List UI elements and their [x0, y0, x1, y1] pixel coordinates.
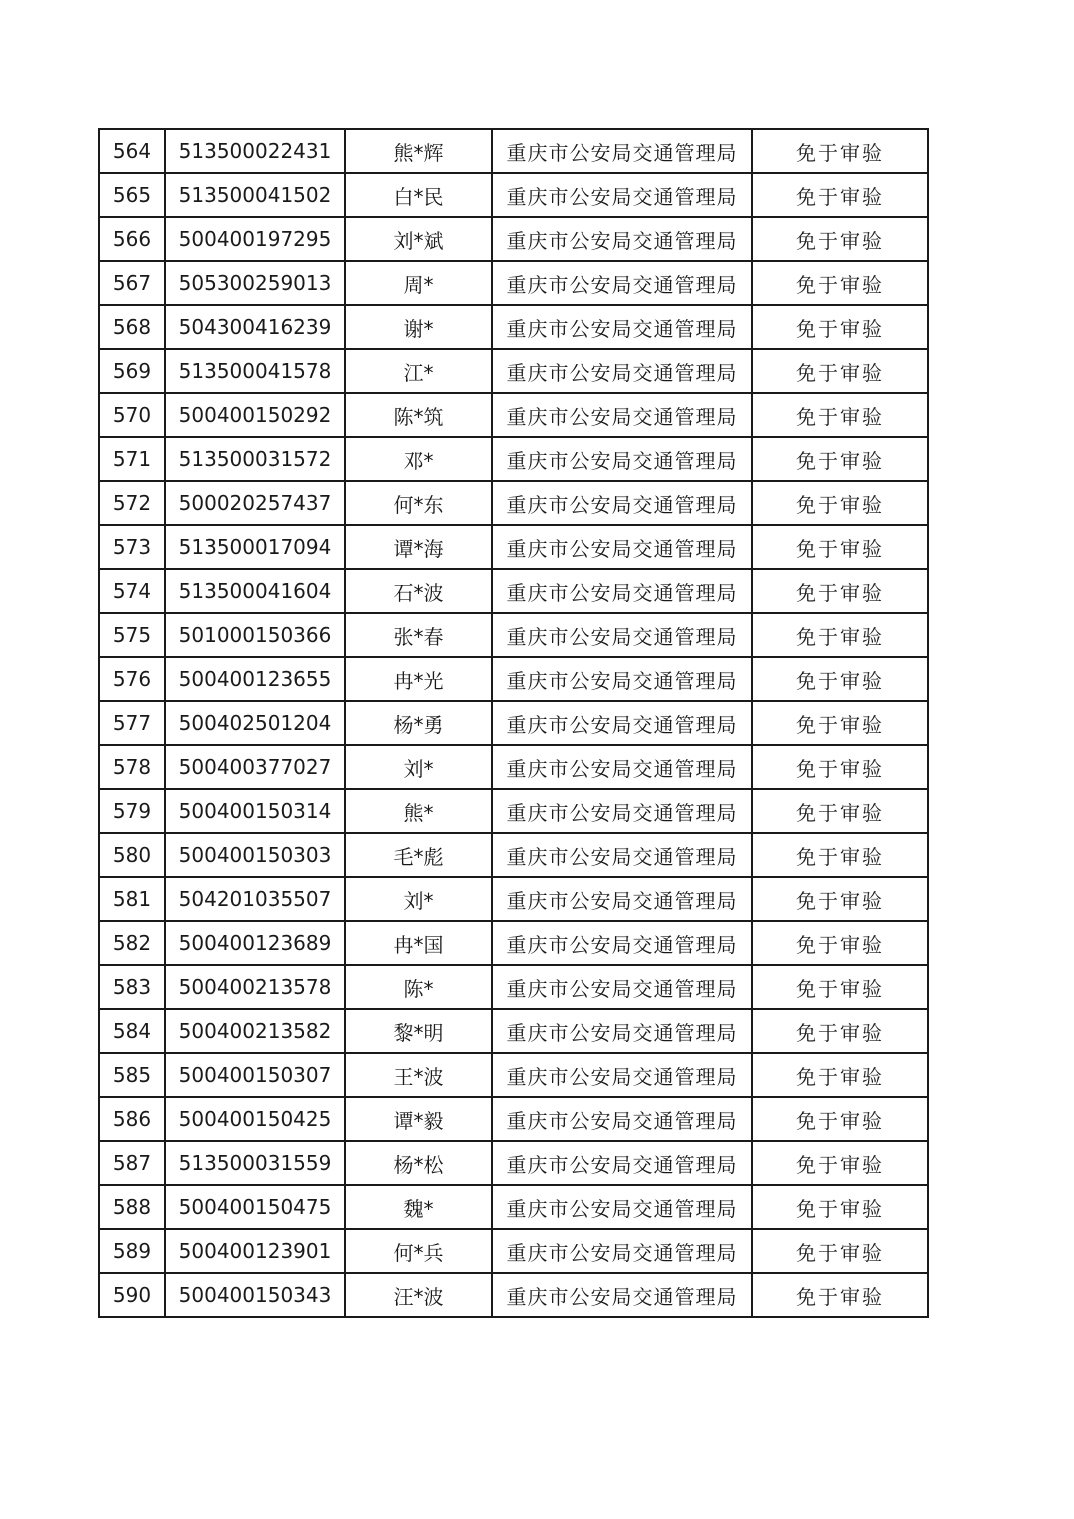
result-cell: 免于审验	[752, 1185, 928, 1229]
license-number-cell: 500400150314	[165, 789, 345, 833]
license-number-cell: 501000150366	[165, 613, 345, 657]
row-number-cell: 582	[99, 921, 165, 965]
result-cell: 免于审验	[752, 745, 928, 789]
row-number-cell: 579	[99, 789, 165, 833]
agency-cell: 重庆市公安局交通管理局	[492, 349, 752, 393]
person-name-cell: 谭*毅	[345, 1097, 492, 1141]
agency-cell: 重庆市公安局交通管理局	[492, 1185, 752, 1229]
result-cell: 免于审验	[752, 789, 928, 833]
row-number-cell: 572	[99, 481, 165, 525]
result-cell: 免于审验	[752, 1097, 928, 1141]
result-cell: 免于审验	[752, 877, 928, 921]
table-row	[99, 261, 928, 305]
person-name-cell: 刘*	[345, 745, 492, 789]
result-cell: 免于审验	[752, 921, 928, 965]
person-name-cell: 何*兵	[345, 1229, 492, 1273]
result-cell: 免于审验	[752, 1009, 928, 1053]
license-number-cell: 500400213578	[165, 965, 345, 1009]
result-cell: 免于审验	[752, 129, 928, 173]
person-name-cell: 白*民	[345, 173, 492, 217]
table-row	[99, 305, 928, 349]
agency-cell: 重庆市公安局交通管理局	[492, 525, 752, 569]
license-number-cell: 513500031572	[165, 437, 345, 481]
person-name-cell: 刘*	[345, 877, 492, 921]
row-number-cell: 588	[99, 1185, 165, 1229]
table-row	[99, 129, 928, 173]
result-cell: 免于审验	[752, 1229, 928, 1273]
result-cell: 免于审验	[752, 261, 928, 305]
agency-cell: 重庆市公安局交通管理局	[492, 393, 752, 437]
person-name-cell: 石*波	[345, 569, 492, 613]
table-row	[99, 1229, 928, 1273]
row-number-cell: 575	[99, 613, 165, 657]
table-row	[99, 1009, 928, 1053]
row-number-cell: 586	[99, 1097, 165, 1141]
agency-cell: 重庆市公安局交通管理局	[492, 129, 752, 173]
agency-cell: 重庆市公安局交通管理局	[492, 173, 752, 217]
person-name-cell: 江*	[345, 349, 492, 393]
person-name-cell: 冉*国	[345, 921, 492, 965]
agency-cell: 重庆市公安局交通管理局	[492, 1009, 752, 1053]
table-row	[99, 173, 928, 217]
table-row	[99, 701, 928, 745]
license-number-cell: 504201035507	[165, 877, 345, 921]
license-number-cell: 500400150425	[165, 1097, 345, 1141]
license-number-cell: 500400123901	[165, 1229, 345, 1273]
result-cell: 免于审验	[752, 613, 928, 657]
row-number-cell: 566	[99, 217, 165, 261]
person-name-cell: 冉*光	[345, 657, 492, 701]
agency-cell: 重庆市公安局交通管理局	[492, 437, 752, 481]
license-number-cell: 500400213582	[165, 1009, 345, 1053]
row-number-cell: 583	[99, 965, 165, 1009]
records-table	[98, 128, 929, 1318]
row-number-cell: 564	[99, 129, 165, 173]
row-number-cell: 565	[99, 173, 165, 217]
agency-cell: 重庆市公安局交通管理局	[492, 745, 752, 789]
result-cell: 免于审验	[752, 833, 928, 877]
license-number-cell: 500402501204	[165, 701, 345, 745]
person-name-cell: 杨*松	[345, 1141, 492, 1185]
row-number-cell: 584	[99, 1009, 165, 1053]
table-row	[99, 569, 928, 613]
license-number-cell: 513500041604	[165, 569, 345, 613]
license-number-cell: 504300416239	[165, 305, 345, 349]
result-cell: 免于审验	[752, 1141, 928, 1185]
table-row	[99, 393, 928, 437]
license-number-cell: 500400123655	[165, 657, 345, 701]
agency-cell: 重庆市公安局交通管理局	[492, 305, 752, 349]
license-number-cell: 500400377027	[165, 745, 345, 789]
row-number-cell: 577	[99, 701, 165, 745]
row-number-cell: 578	[99, 745, 165, 789]
table-row	[99, 789, 928, 833]
person-name-cell: 汪*波	[345, 1273, 492, 1317]
agency-cell: 重庆市公安局交通管理局	[492, 261, 752, 305]
agency-cell: 重庆市公安局交通管理局	[492, 481, 752, 525]
table-row	[99, 921, 928, 965]
table-row	[99, 1273, 928, 1317]
table-row	[99, 437, 928, 481]
person-name-cell: 谢*	[345, 305, 492, 349]
person-name-cell: 张*春	[345, 613, 492, 657]
person-name-cell: 刘*斌	[345, 217, 492, 261]
person-name-cell: 毛*彪	[345, 833, 492, 877]
agency-cell: 重庆市公安局交通管理局	[492, 613, 752, 657]
table-row	[99, 1185, 928, 1229]
row-number-cell: 569	[99, 349, 165, 393]
agency-cell: 重庆市公安局交通管理局	[492, 921, 752, 965]
result-cell: 免于审验	[752, 965, 928, 1009]
result-cell: 免于审验	[752, 393, 928, 437]
license-number-cell: 513500041578	[165, 349, 345, 393]
license-number-cell: 505300259013	[165, 261, 345, 305]
person-name-cell: 黎*明	[345, 1009, 492, 1053]
agency-cell: 重庆市公安局交通管理局	[492, 877, 752, 921]
result-cell: 免于审验	[752, 525, 928, 569]
agency-cell: 重庆市公安局交通管理局	[492, 569, 752, 613]
agency-cell: 重庆市公安局交通管理局	[492, 1229, 752, 1273]
table-row	[99, 877, 928, 921]
person-name-cell: 何*东	[345, 481, 492, 525]
license-number-cell: 500400150303	[165, 833, 345, 877]
table-row	[99, 349, 928, 393]
table-row	[99, 1141, 928, 1185]
person-name-cell: 周*	[345, 261, 492, 305]
license-number-cell: 500400150307	[165, 1053, 345, 1097]
result-cell: 免于审验	[752, 481, 928, 525]
agency-cell: 重庆市公安局交通管理局	[492, 1097, 752, 1141]
license-number-cell: 513500017094	[165, 525, 345, 569]
person-name-cell: 魏*	[345, 1185, 492, 1229]
agency-cell: 重庆市公安局交通管理局	[492, 833, 752, 877]
row-number-cell: 570	[99, 393, 165, 437]
row-number-cell: 576	[99, 657, 165, 701]
row-number-cell: 581	[99, 877, 165, 921]
license-number-cell: 513500022431	[165, 129, 345, 173]
license-number-cell: 500400123689	[165, 921, 345, 965]
row-number-cell: 574	[99, 569, 165, 613]
row-number-cell: 589	[99, 1229, 165, 1273]
result-cell: 免于审验	[752, 173, 928, 217]
result-cell: 免于审验	[752, 437, 928, 481]
license-number-cell: 500020257437	[165, 481, 345, 525]
table-row	[99, 833, 928, 877]
agency-cell: 重庆市公安局交通管理局	[492, 217, 752, 261]
agency-cell: 重庆市公安局交通管理局	[492, 701, 752, 745]
agency-cell: 重庆市公安局交通管理局	[492, 1141, 752, 1185]
result-cell: 免于审验	[752, 217, 928, 261]
table-row	[99, 965, 928, 1009]
person-name-cell: 谭*海	[345, 525, 492, 569]
person-name-cell: 熊*	[345, 789, 492, 833]
person-name-cell: 王*波	[345, 1053, 492, 1097]
result-cell: 免于审验	[752, 1053, 928, 1097]
license-number-cell: 513500031559	[165, 1141, 345, 1185]
person-name-cell: 陈*筑	[345, 393, 492, 437]
table-row	[99, 613, 928, 657]
person-name-cell: 杨*勇	[345, 701, 492, 745]
result-cell: 免于审验	[752, 349, 928, 393]
result-cell: 免于审验	[752, 305, 928, 349]
agency-cell: 重庆市公安局交通管理局	[492, 657, 752, 701]
person-name-cell: 熊*辉	[345, 129, 492, 173]
table-row	[99, 745, 928, 789]
license-number-cell: 513500041502	[165, 173, 345, 217]
row-number-cell: 590	[99, 1273, 165, 1317]
result-cell: 免于审验	[752, 569, 928, 613]
person-name-cell: 陈*	[345, 965, 492, 1009]
table-row	[99, 657, 928, 701]
agency-cell: 重庆市公安局交通管理局	[492, 789, 752, 833]
records-table-body	[99, 129, 928, 1317]
agency-cell: 重庆市公安局交通管理局	[492, 1053, 752, 1097]
row-number-cell: 573	[99, 525, 165, 569]
table-row	[99, 1097, 928, 1141]
row-number-cell: 568	[99, 305, 165, 349]
license-number-cell: 500400150292	[165, 393, 345, 437]
license-number-cell: 500400150475	[165, 1185, 345, 1229]
result-cell: 免于审验	[752, 1273, 928, 1317]
license-number-cell: 500400197295	[165, 217, 345, 261]
row-number-cell: 571	[99, 437, 165, 481]
row-number-cell: 580	[99, 833, 165, 877]
result-cell: 免于审验	[752, 657, 928, 701]
table-row	[99, 525, 928, 569]
person-name-cell: 邓*	[345, 437, 492, 481]
license-number-cell: 500400150343	[165, 1273, 345, 1317]
row-number-cell: 585	[99, 1053, 165, 1097]
agency-cell: 重庆市公安局交通管理局	[492, 965, 752, 1009]
agency-cell: 重庆市公安局交通管理局	[492, 1273, 752, 1317]
row-number-cell: 587	[99, 1141, 165, 1185]
table-row	[99, 1053, 928, 1097]
row-number-cell: 567	[99, 261, 165, 305]
table-row	[99, 481, 928, 525]
table-row	[99, 217, 928, 261]
result-cell: 免于审验	[752, 701, 928, 745]
